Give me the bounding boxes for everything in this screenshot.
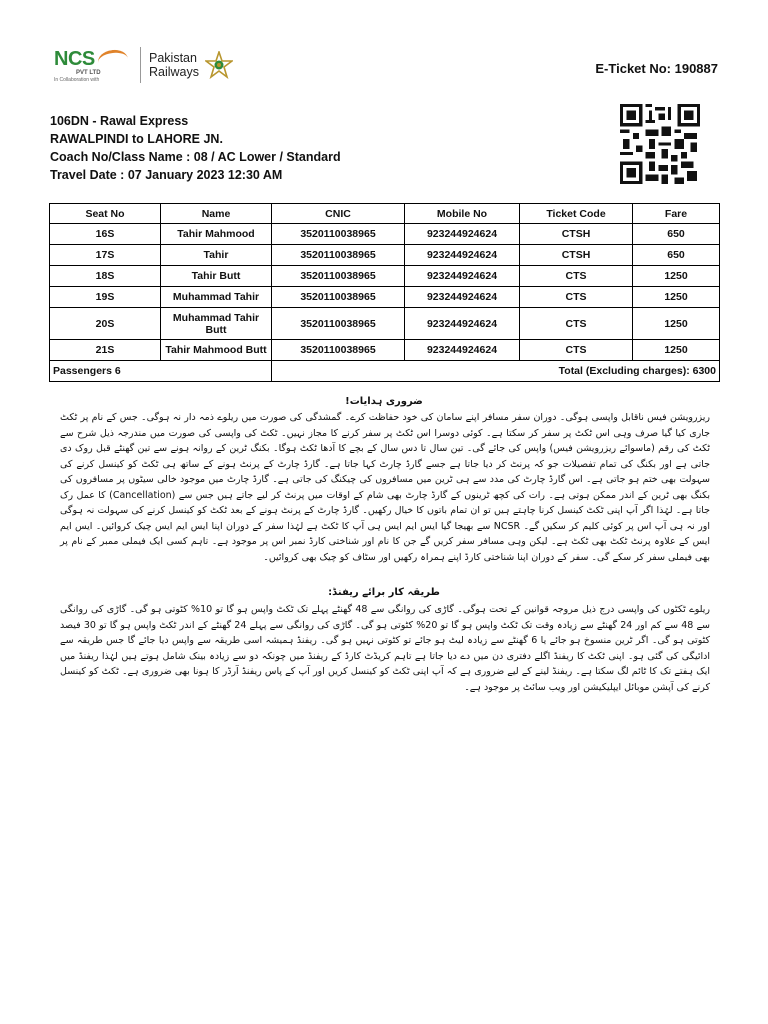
coach-class: Coach No/Class Name : 08 / AC Lower / Standard bbox=[50, 150, 341, 164]
route: RAWALPINDI to LAHORE JN. bbox=[50, 132, 223, 146]
cell-cnic: 3520110038965 bbox=[272, 340, 405, 361]
cell-seat: 19S bbox=[50, 287, 161, 308]
col-cnic: CNIC bbox=[272, 204, 405, 224]
table-footer-row bbox=[50, 361, 720, 382]
ncs-logo-text: NCS bbox=[54, 48, 95, 70]
cell-mobile: 923244924624 bbox=[405, 287, 520, 308]
cell-name: Muhammad Tahir bbox=[161, 287, 272, 308]
ncs-swoosh-icon bbox=[97, 48, 130, 73]
col-name: Name bbox=[161, 204, 272, 224]
cell-ticket-code: CTSH bbox=[520, 224, 633, 245]
cell-mobile: 923244924624 bbox=[405, 245, 520, 266]
cell-cnic: 3520110038965 bbox=[272, 287, 405, 308]
cell-mobile: 923244924624 bbox=[405, 224, 520, 245]
table-row bbox=[50, 245, 720, 266]
table-row bbox=[50, 224, 720, 245]
passenger-table bbox=[49, 203, 720, 382]
cell-seat: 21S bbox=[50, 340, 161, 361]
header-logos bbox=[50, 45, 233, 85]
col-seat-no: Seat No bbox=[50, 204, 161, 224]
cell-mobile: 923244924624 bbox=[405, 308, 520, 340]
table-row bbox=[50, 287, 720, 308]
cell-fare: 650 bbox=[633, 245, 720, 266]
col-ticket-code: Ticket Code bbox=[520, 204, 633, 224]
cell-fare: 1250 bbox=[633, 287, 720, 308]
cell-name: Muhammad Tahir Butt bbox=[161, 308, 272, 340]
table-row bbox=[50, 340, 720, 361]
table-header-row bbox=[50, 204, 720, 224]
cell-fare: 1250 bbox=[633, 308, 720, 340]
total-fare: Total (Excluding charges): 6300 bbox=[272, 361, 720, 382]
train-name: 106DN - Rawal Express bbox=[50, 114, 189, 128]
instructions-heading: ضروری ہدایات! bbox=[345, 396, 423, 407]
cell-cnic: 3520110038965 bbox=[272, 224, 405, 245]
cell-fare: 1250 bbox=[633, 340, 720, 361]
cell-ticket-code: CTS bbox=[520, 308, 633, 340]
railways-line1: Pakistan bbox=[149, 51, 197, 65]
cell-ticket-code: CTSH bbox=[520, 245, 633, 266]
cell-cnic: 3520110038965 bbox=[272, 245, 405, 266]
instructions-text: ریزرویشن فیس ناقابل واپسی ہوگی۔ دوران سفر مسافر اپنے سامان کی خود حفاظت کرے۔ گمشدگی کی صورت میں ریلوے ذمہ دار نہ ہوگی۔ جس کے نام پر ٹکٹ جاری کیا گیا صرف وہی اس ٹکٹ پر سفر کر سکتا ہے۔ کوئی دوسرا اس ٹکٹ پر سفر کرنے کا مجاز نہیں۔ ٹکٹ کی واپسی کی صورت میں مندرجہ ذیل شرح سے ٹکٹ کی رقم (ماسوائے ریزرویشن فیس) واپس کی جائے گی۔ تین سال تا دس سال کے بچے کا آدھا ٹکٹ ہوگا۔ بکنگ ٹرین کے روانہ ہونے سے تین گھنٹے قبل روک دی جاتی ہے اور بکنگ کی تمام تفصیلات جو کہ پرنٹ کر دیا جاتا ہے جسے گارڈ چارٹ کہا جاتا ہے۔ گارڈ چارٹ کے پرنٹ ہونے کے ساتھ ہی ٹکٹ کو کینسل کرنے کی سہولت بھی ختم ہو جاتی ہے۔ اس گارڈ چارٹ کی مدد سے ہی ٹرین میں مسافروں کی چیکنگ کی جاتی ہے۔ گارڈ چارٹ میں موجود خالی سیٹوں پر مسافروں کی بکنگ بھی ٹرین کے اندر ممکن ہوتی ہے۔ رات کی کچھ ٹرینوں کے گارڈ چارٹ بھی شام کے اوقات میں پرنٹ کر لیے جاتے ہیں جس سے (Cancellation) کا عمل رک جاتا ہے۔ لہٰذا اگر آپ اپنی ٹکٹ کینسل کرنا چاہتے ہیں تو ان تمام باتوں کا خیال رکھیں۔ گارڈ چارٹ کے پرنٹ ہونے کے بعد ٹکٹ کو کینسل کرنے کی سہولت نہ ہوگی اور نہ ہی آپ اس پر کوئی کلیم کر سکیں گے۔ NCSR سے بھیجا گیا ایس ایم ایس ہی آپ کا ٹکٹ ہے لہٰذا سفر کے دوران اپنا ایس ایم ایس چیک کروائیں۔ ایس ایم ایس کے علاوہ پرنٹ ٹکٹ بھی ٹکٹ ہے۔ لیکن وہی مسافر سفر کریں گے جن کا نام اور شناختی کارڈ نمبر اس پر موجود ہے۔ تاہم کسی ایک فیملی ممبر کے نام پر بھی فیملی سفر کر سکے گی۔ سفر کے دوران اپنا شناختی کارڈ اپنے ہمراہ رکھیں اور سٹاف کو چیک بھی کروائیں۔ bbox=[60, 412, 710, 563]
cell-seat: 18S bbox=[50, 266, 161, 287]
cell-cnic: 3520110038965 bbox=[272, 308, 405, 340]
cell-name: Tahir Butt bbox=[161, 266, 272, 287]
cell-ticket-code: CTS bbox=[520, 266, 633, 287]
table-row bbox=[50, 308, 720, 340]
cell-seat: 20S bbox=[50, 308, 161, 340]
cell-name: Tahir bbox=[161, 245, 272, 266]
qr-code-icon bbox=[620, 104, 700, 184]
trip-details bbox=[50, 112, 341, 184]
cell-mobile: 923244924624 bbox=[405, 266, 520, 287]
refund-heading: طریقہ کار برائے ریفنڈ: bbox=[328, 587, 440, 598]
railways-line2: Railways bbox=[149, 65, 200, 79]
pakistan-railways-emblem-icon bbox=[205, 51, 233, 79]
cell-mobile: 923244924624 bbox=[405, 340, 520, 361]
table-row bbox=[50, 266, 720, 287]
cell-name: Tahir Mahmood Butt bbox=[161, 340, 272, 361]
logo-divider bbox=[140, 47, 141, 83]
cell-fare: 650 bbox=[633, 224, 720, 245]
cell-seat: 16S bbox=[50, 224, 161, 245]
cell-ticket-code: CTS bbox=[520, 340, 633, 361]
cell-cnic: 3520110038965 bbox=[272, 266, 405, 287]
col-mobile: Mobile No bbox=[405, 204, 520, 224]
refund-text: ریلوے ٹکٹوں کی واپسی درج ذیل مروجہ قوانین کے تحت ہوگی۔ گاڑی کی روانگی سے 48 گھنٹے پہلے تک ٹکٹ واپس ہو گا تو 10% کٹوتی ہو گی۔ گاڑی کی روانگی سے 48 سے کم اور 24 گھنٹے سے زیادہ وقت تک ٹکٹ واپس ہو گا تو 20% کٹوتی ہو گی۔ گاڑی کی روانگی سے پہلے 24 گھنٹے کے اندر ٹکٹ واپس ہو گا تو 30 فیصد کٹوتی ہو گی۔ اگر ٹرین منسوخ ہو جائے یا 6 گھنٹے سے زیادہ لیٹ ہو جائے تو کٹوتی نہیں ہو گی۔ ریفنڈ ہمیشہ اسی طریقہ سے واپس دیا جائے گا جس طریقہ سے ادائیگی کی گئی ہو۔ اپنی ٹکٹ کا ریفنڈ اگلے دفتری دن میں دے دیا جاتا ہے تاہم کریڈٹ کارڈ کے ریفنڈ میں چونکہ دو سے زیادہ بینک شامل ہوتے ہیں لہٰذا ریفنڈ میں ایک ہفتے تک کا ٹائم لگ سکتا ہے۔ ریفنڈ لینے کے لیے ضروری ہے کہ آپ اپنی ٹکٹ کو کینسل کریں اور آپ کے پاس ریفنڈ آرڈر کا ہونا بھی ضروری ہے۔ ٹکٹ کو کینسل کرنے کی آپشن موبائل ایپلیکیشن اور ویب سائٹ پر موجود ہے۔ bbox=[60, 604, 710, 693]
eticket-number: E-Ticket No: 190887 bbox=[595, 61, 718, 76]
travel-date: Travel Date : 07 January 2023 12:30 AM bbox=[50, 168, 283, 182]
cell-ticket-code: CTS bbox=[520, 287, 633, 308]
cell-name: Tahir Mahmood bbox=[161, 224, 272, 245]
cell-fare: 1250 bbox=[633, 266, 720, 287]
cell-seat: 17S bbox=[50, 245, 161, 266]
passenger-count: Passengers 6 bbox=[50, 361, 272, 382]
col-fare: Fare bbox=[633, 204, 720, 224]
ncs-logo-sub: PVT LTD bbox=[76, 70, 101, 76]
ncs-logo-collab: In Collaboration with bbox=[54, 77, 100, 83]
ncs-logo bbox=[50, 46, 132, 84]
pakistan-railways-logo-text bbox=[149, 51, 199, 79]
